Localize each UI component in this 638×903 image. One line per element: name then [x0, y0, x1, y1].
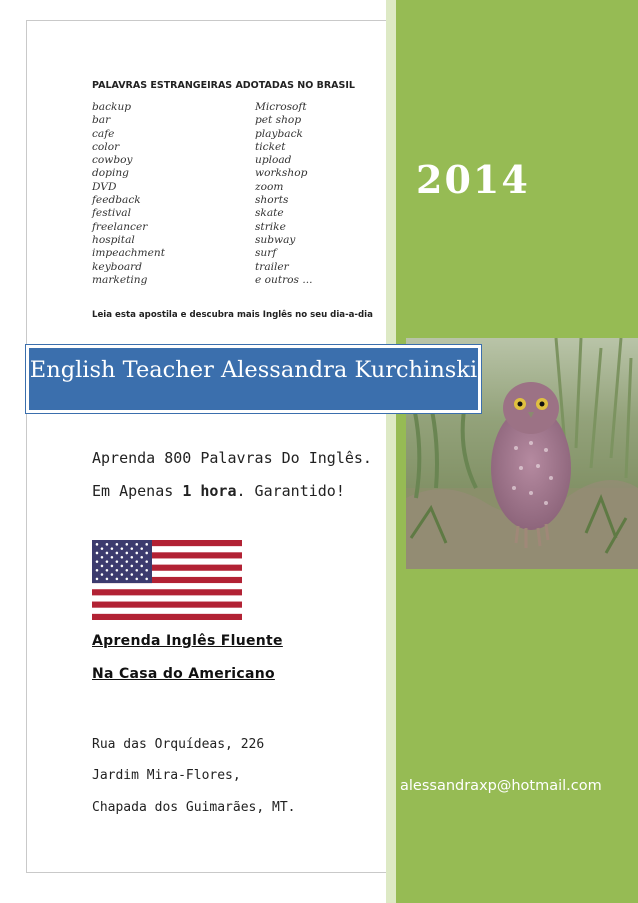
word-item: festival	[92, 207, 131, 220]
word-item: hospital	[92, 233, 135, 246]
pitch-line-2	[92, 482, 345, 500]
word-item: marketing	[92, 273, 148, 286]
usa-flag	[92, 540, 242, 620]
banner-title: English Teacher Alessandra Kurchinski	[29, 357, 478, 383]
word-item: backup	[92, 101, 132, 113]
word-item: strike	[255, 220, 286, 233]
address-city: Chapada dos Guimarães, MT.	[92, 800, 296, 815]
pitch-line-1: Aprenda 800 Palavras Do Inglês.	[92, 449, 372, 467]
word-item: color	[92, 140, 120, 153]
word-item: freelancer	[92, 220, 148, 233]
contact-email: alessandraxp@hotmail.com	[400, 778, 602, 794]
school-slogan: Aprenda Inglês Fluente	[92, 633, 283, 649]
tagline: Leia esta apostila e descubra mais Inglês no seu dia-a-dia	[92, 310, 373, 320]
word-item: zoom	[255, 180, 284, 193]
word-item: bar	[92, 114, 111, 127]
word-item: e outros ...	[255, 273, 313, 286]
school-name: Na Casa do Americano	[92, 666, 275, 682]
word-item: cafe	[92, 127, 115, 140]
pitch-prefix: Em Apenas	[92, 482, 183, 500]
address-street: Rua das Orquídeas, 226	[92, 737, 265, 752]
word-item: feedback	[92, 194, 141, 207]
word-list-column-2	[255, 101, 312, 287]
word-item: surf	[255, 247, 277, 260]
word-item: pet shop	[255, 114, 302, 127]
word-item: upload	[255, 154, 292, 167]
word-item: doping	[92, 167, 129, 180]
address-district: Jardim Mira-Flores,	[92, 768, 241, 783]
word-item: DVD	[92, 180, 117, 193]
word-list-title: PALAVRAS ESTRANGEIRAS ADOTADAS NO BRASIL	[92, 80, 355, 91]
pitch-bold: 1 hora	[182, 482, 237, 500]
word-item: playback	[255, 127, 303, 140]
word-item: trailer	[255, 260, 289, 273]
word-item: Microsoft	[255, 101, 307, 113]
year-label: 2014	[416, 157, 530, 202]
word-item: cowboy	[92, 154, 133, 167]
word-item: ticket	[255, 140, 286, 153]
word-item: workshop	[255, 167, 308, 180]
pitch-suffix: . Garantido!	[236, 482, 345, 500]
word-item: impeachment	[92, 247, 165, 260]
word-item: subway	[255, 233, 296, 246]
word-item: shorts	[255, 194, 289, 207]
word-item: keyboard	[92, 260, 142, 273]
word-list-column-1	[92, 101, 165, 287]
word-item: skate	[255, 207, 284, 220]
